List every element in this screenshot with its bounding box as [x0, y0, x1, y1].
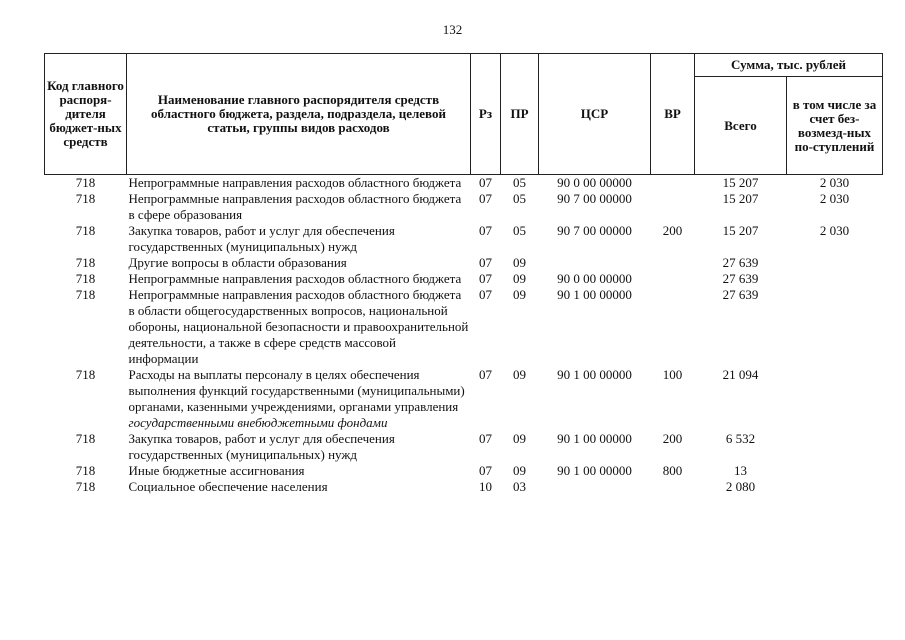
cell-csr: 90 0 00 00000 [557, 271, 632, 286]
cell-code: 718 [75, 367, 96, 382]
cell-rz: 07 [479, 463, 492, 478]
header-grants: в том числе за счет без-возмезд-ных по-ступлений [787, 77, 883, 175]
cell-name [127, 287, 471, 367]
cell-pr: 09 [513, 367, 526, 382]
cell-rz: 07 [479, 223, 492, 238]
cell-rz: 07 [479, 175, 492, 190]
cell-pr: 05 [513, 191, 526, 206]
cell-vr [651, 175, 695, 192]
table-row [45, 367, 883, 431]
cell-name [127, 175, 471, 192]
cell-vr [651, 271, 695, 287]
cell-csr: 90 0 00 00000 [557, 175, 632, 190]
cell-name [127, 463, 471, 479]
cell-code: 718 [75, 287, 96, 302]
cell-grants: 2 030 [819, 191, 850, 206]
table-row [45, 271, 883, 287]
table-body [45, 175, 883, 496]
budget-table [44, 53, 883, 495]
cell-grants [787, 287, 883, 367]
cell-total: 6 532 [725, 431, 756, 446]
header-rz: Рз [471, 54, 501, 175]
cell-name [127, 367, 471, 431]
cell-code: 718 [75, 223, 96, 238]
cell-csr [539, 479, 651, 495]
cell-pr: 09 [513, 271, 526, 286]
row-name-text: Непрограммные направления расходов областного бюджета в сфере образования [128, 191, 462, 222]
cell-name [127, 479, 471, 495]
table-row [45, 463, 883, 479]
cell-rz: 07 [479, 287, 492, 302]
cell-rz: 07 [479, 431, 492, 446]
cell-grants: 2 030 [819, 175, 850, 190]
cell-code: 718 [75, 191, 96, 206]
row-name-text: Непрограммные направления расходов областного бюджета в области общегосударственных вопросов, национальной обороны, национальной безопасности и правоохранительной деятельности, а также в сфере средств массовой информации [128, 287, 469, 366]
header-pr: ПР [501, 54, 539, 175]
cell-pr: 05 [513, 175, 526, 190]
cell-total: 15 207 [722, 191, 759, 206]
cell-name [127, 271, 471, 287]
header-total: Всего [695, 77, 787, 175]
cell-vr: 100 [662, 367, 683, 382]
table-header [45, 54, 883, 175]
cell-pr: 03 [513, 479, 526, 494]
cell-total: 15 207 [722, 175, 759, 190]
cell-code: 718 [75, 431, 96, 446]
table-row [45, 175, 883, 192]
cell-rz: 07 [479, 271, 492, 286]
cell-csr: 90 1 00 00000 [557, 287, 632, 302]
header-name: Наименование главного распорядителя средств областного бюджета, раздела, подраздела, целевой статьи, группы видов расходов [127, 54, 471, 175]
row-name-text: Иные бюджетные ассигнования [128, 463, 305, 478]
cell-grants [787, 463, 883, 479]
table-row [45, 287, 883, 367]
cell-rz: 10 [479, 479, 492, 494]
cell-vr [651, 191, 695, 223]
row-name-text: Социальное обеспечение населения [128, 479, 328, 494]
cell-name [127, 191, 471, 223]
row-name-text: Закупка товаров, работ и услуг для обеспечения государственных (муниципальных) нужд [128, 223, 395, 254]
cell-pr: 09 [513, 431, 526, 446]
row-name-italic-text: государственными внебюджетными фондами [128, 415, 388, 430]
cell-name [127, 255, 471, 271]
cell-csr: 90 1 00 00000 [557, 463, 632, 478]
cell-vr [651, 287, 695, 367]
header-code: Код главного распоря-дителя бюджет-ных средств [45, 54, 127, 175]
cell-code: 718 [75, 175, 96, 190]
cell-name [127, 431, 471, 463]
row-name-text: Непрограммные направления расходов областного бюджета [128, 175, 462, 190]
header-csr: ЦСР [539, 54, 651, 175]
cell-code: 718 [75, 271, 96, 286]
cell-total: 15 207 [722, 223, 759, 238]
cell-total: 27 639 [722, 271, 759, 286]
cell-grants [787, 367, 883, 431]
cell-grants: 2 030 [819, 223, 850, 238]
cell-rz: 07 [479, 367, 492, 382]
table-row [45, 223, 883, 255]
table-row [45, 255, 883, 271]
cell-vr: 200 [662, 431, 683, 446]
cell-csr: 90 1 00 00000 [557, 431, 632, 446]
row-name-text: Другие вопросы в области образования [128, 255, 347, 270]
cell-pr: 09 [513, 255, 526, 270]
page-number: 132 [442, 22, 463, 37]
cell-code: 718 [75, 479, 96, 494]
cell-code: 718 [75, 463, 96, 478]
cell-csr [539, 255, 651, 271]
cell-name [127, 223, 471, 255]
cell-total: 21 094 [722, 367, 759, 382]
cell-csr: 90 1 00 00000 [557, 367, 632, 382]
cell-pr: 09 [513, 287, 526, 302]
cell-total: 27 639 [722, 255, 759, 270]
cell-code: 718 [75, 255, 96, 270]
cell-total: 13 [734, 463, 747, 478]
cell-csr: 90 7 00 00000 [557, 191, 632, 206]
header-sum: Сумма, тыс. рублей [695, 54, 883, 77]
cell-total: 27 639 [722, 287, 759, 302]
table-row [45, 191, 883, 223]
table-row [45, 431, 883, 463]
cell-grants [787, 431, 883, 463]
row-name-text: Расходы на выплаты персоналу в целях обеспечения выполнения функций государственными (муниципальными) органами, казенными учреждениями, органами управления [128, 367, 465, 414]
table-row [45, 479, 883, 495]
cell-grants [787, 479, 883, 495]
cell-rz: 07 [479, 255, 492, 270]
cell-grants [787, 255, 883, 271]
cell-vr: 800 [662, 463, 683, 478]
cell-vr [651, 479, 695, 495]
cell-grants [787, 271, 883, 287]
cell-csr: 90 7 00 00000 [557, 223, 632, 238]
cell-total: 2 080 [725, 479, 756, 494]
cell-vr: 200 [662, 223, 683, 238]
row-name-text: Непрограммные направления расходов областного бюджета [128, 271, 462, 286]
cell-pr: 09 [513, 463, 526, 478]
cell-vr [651, 255, 695, 271]
cell-pr: 05 [513, 223, 526, 238]
cell-rz: 07 [479, 191, 492, 206]
row-name-text: Закупка товаров, работ и услуг для обеспечения государственных (муниципальных) нужд [128, 431, 395, 462]
header-vr: ВР [651, 54, 695, 175]
